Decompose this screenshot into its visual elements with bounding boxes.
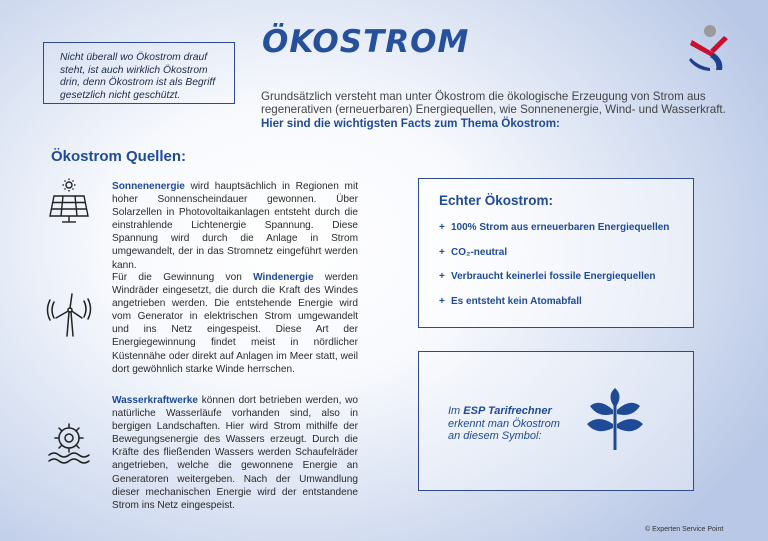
fact-bullet: + <box>439 271 445 282</box>
disclaimer-note <box>43 42 235 104</box>
fact-item <box>439 296 582 307</box>
disclaimer-text: Nicht überall wo Ökostrom drauf steht, ist auch wirklich Ökostrom drin, denn Ökostrom ist als Begriff gesetzlich nicht geschützt. <box>60 52 216 101</box>
facts-title: Echter Ökostrom: <box>439 193 554 208</box>
sources-heading: Ökostrom Quellen: <box>51 148 187 165</box>
fact-bullet: + <box>439 247 445 258</box>
fact-text: Es entsteht kein Atomabfall <box>451 296 582 307</box>
solar-panel-icon <box>46 178 92 224</box>
wind-text: werden Windräder eingesetzt, die durch die Kraft des Windes angetrieben werden. Die entstehende Energie wird vom Generator in elektrischen Strom umgewandelt und ins Netz eingespeist. Diese Art der Energiegewinnung findet meist in nördlicher Küstennähe oder direkt auf Anlagen im Meer statt, weil dort gewöhnlich starke Winde herrschen. <box>112 272 358 375</box>
intro-text: Grundsätzlich versteht man unter Ökostrom die ökologische Erzeugung von Strom aus regenerativen (erneuerbaren) Energiequellen, wie Sonnenenergie, Wind- und Wasserkraft. <box>261 90 726 117</box>
symbol-text <box>448 405 568 443</box>
facts-box <box>418 178 694 328</box>
intro-paragraph <box>261 90 731 130</box>
wind-keyword: Windenergie <box>253 272 314 283</box>
fact-text: CO₂-neutral <box>451 247 508 258</box>
solar-paragraph <box>112 180 358 272</box>
symbol-prefix: Im <box>448 405 464 417</box>
symbol-box <box>418 351 694 491</box>
water-keyword: Wasserkraftwerke <box>112 395 199 406</box>
solar-text: wird hauptsächlich in Regionen mit hoher Sonnenscheindauer gewonnen. Über Solarzellen in Photovoltaikanlagen entsteht durch die einstrahlende Lichtenergie Spannung. Diese Spannung wird durch die Anlage in Strom umgewandelt, der in das Stromnetz eingeführt werden kann. <box>112 181 358 271</box>
fact-item <box>439 222 669 233</box>
solar-keyword: Sonnenenergie <box>112 181 185 192</box>
intro-highlight: Hier sind die wichtigsten Facts zum Thema Ökostrom: <box>261 116 560 130</box>
symbol-brand: ESP Tarifrechner <box>463 405 552 417</box>
water-wheel-icon <box>46 422 92 468</box>
symbol-description: erkennt man Ökostrom an diesem Symbol: <box>448 417 560 442</box>
copyright-text: © Experten Service Point <box>645 526 724 533</box>
esp-logo <box>688 22 734 72</box>
page-title: ÖKOSTROM <box>262 24 470 60</box>
wind-turbine-icon <box>46 292 92 338</box>
fact-text: Verbraucht keinerlei fossile Energiequellen <box>451 271 656 282</box>
fact-bullet: + <box>439 222 445 233</box>
fact-bullet: + <box>439 296 445 307</box>
water-paragraph <box>112 394 358 512</box>
wind-paragraph <box>112 271 358 376</box>
leaf-branch-icon <box>582 386 648 452</box>
fact-item <box>439 247 507 258</box>
water-text: können dort betrieben werden, wo natürliche Wasserläufe vorhanden sind, also in bergigen Landschaften. Hier wird Strom mithilfe der Bewegungsenergie des Wassers erzeugt. Durch die Kräfte des fließenden Wassers werden Schaufelräder angetrieben, welche die gewonnene Energie an Generatoren weitergeben. Nach der Umwandlung dieser mechanischen Energie wird der entstandene Strom ins Netz eingespeist. <box>112 395 358 511</box>
fact-item <box>439 271 656 282</box>
wind-prefix: Für die Gewinnung von <box>112 272 254 283</box>
fact-text: 100% Strom aus erneuerbaren Energiequellen <box>451 222 670 233</box>
